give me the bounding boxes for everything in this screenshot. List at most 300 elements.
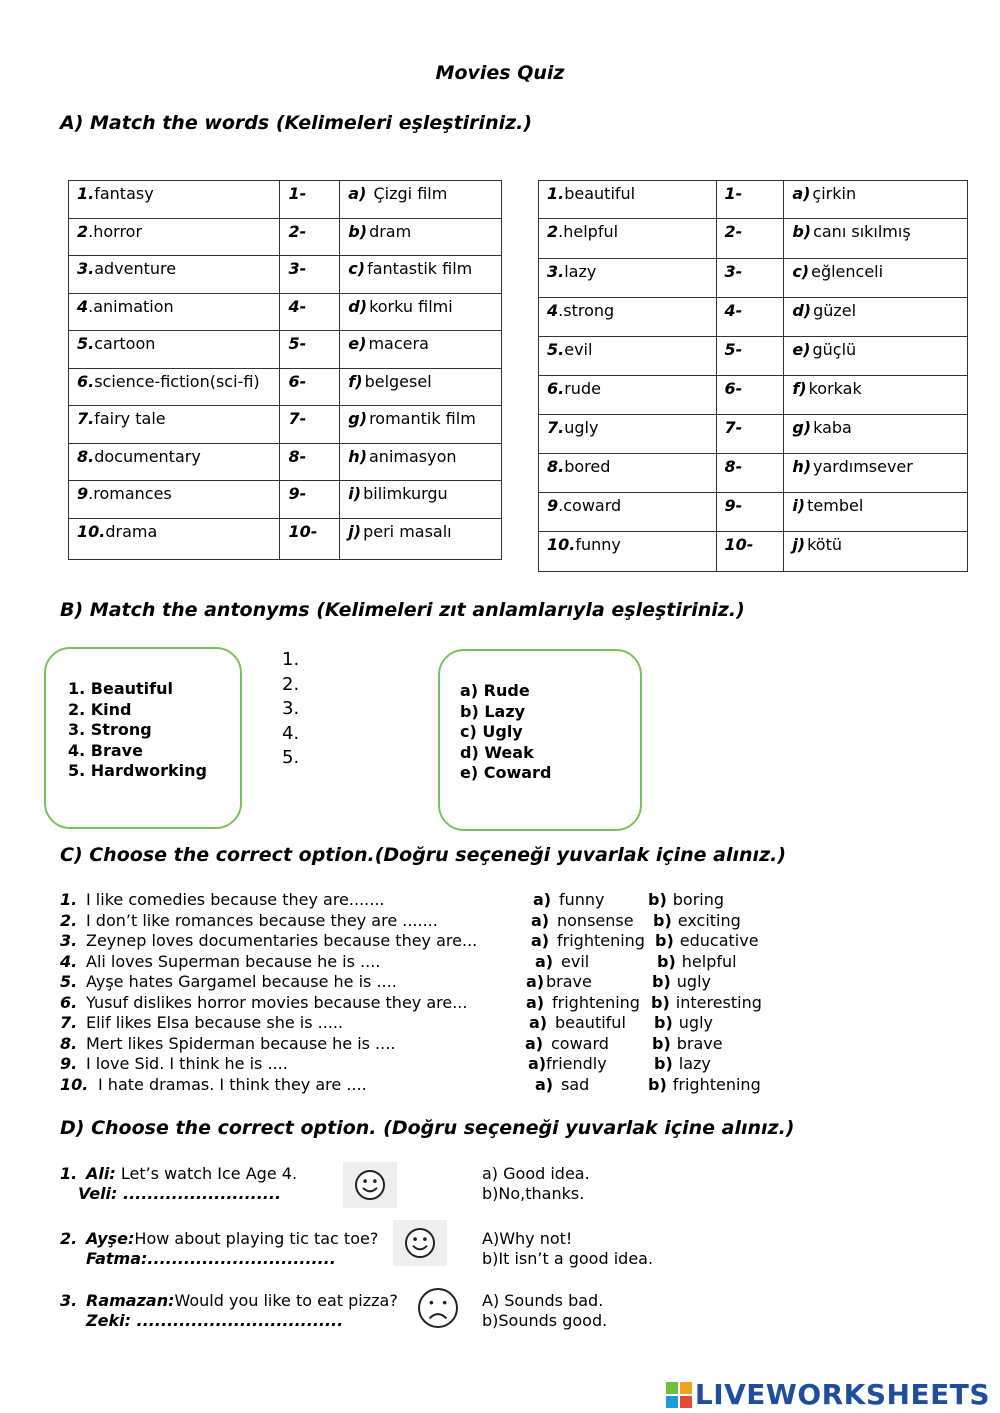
item-number: 2 (77, 222, 89, 241)
question-row (60, 993, 467, 1012)
slot-number: 3- (288, 259, 307, 278)
option-b-text: lazy (678, 1054, 711, 1073)
antonyms-right-list (460, 681, 551, 784)
question-row (60, 1054, 288, 1073)
slot-number: 9- (724, 496, 743, 515)
item-number: 4 (547, 301, 559, 320)
option-b[interactable] (654, 1054, 711, 1073)
option-b-text: helpful (681, 951, 737, 971)
word-cell (69, 331, 280, 369)
answer-slot[interactable] (716, 337, 784, 376)
question-text: Ayşe hates Gargamel because he is .... (86, 972, 397, 991)
option-b-letter: b) (653, 910, 672, 930)
antonyms-right-box (438, 649, 642, 831)
word-text: evil (564, 340, 593, 359)
question-row (60, 1013, 343, 1032)
option-a[interactable] (535, 952, 553, 971)
option-a-letter: a) (529, 1013, 548, 1032)
question-number: 1. (60, 1164, 78, 1183)
question-row (60, 972, 397, 991)
answer-slot[interactable] (716, 259, 784, 298)
option-text: dram (369, 222, 412, 241)
match-table-adjectives (538, 180, 968, 572)
table-row (539, 259, 968, 298)
antonym-right-item: a) Rude (460, 681, 530, 700)
answer-slot[interactable] (280, 519, 340, 560)
option-a-text: funny (559, 890, 605, 909)
option-text: canı sıkılmış (813, 222, 911, 241)
word-text: documentary (94, 447, 201, 466)
word-cell (539, 415, 717, 454)
slot-number: 10- (724, 535, 754, 554)
answer-slot[interactable] (716, 181, 784, 219)
table-row (539, 219, 968, 259)
option-a-text: evil (561, 951, 590, 971)
word-cell (539, 532, 717, 572)
table-row (69, 481, 502, 519)
word-text: cartoon (94, 334, 156, 353)
question-number: 9. (60, 1054, 78, 1073)
antonym-left-item: 4. Brave (68, 740, 143, 760)
response-blank[interactable]: Zeki: .................................. (86, 1311, 344, 1330)
item-number: 2 (547, 222, 559, 241)
answer-slot[interactable] (280, 444, 340, 481)
option-text: güçlü (812, 340, 857, 359)
option-b-letter: b) (655, 931, 674, 950)
option-cell (340, 256, 502, 294)
option-text: peri masalı (363, 522, 452, 541)
table-row (69, 331, 502, 369)
table-row (69, 519, 502, 560)
smiley-face-icon (393, 1220, 447, 1266)
option-letter: d) (792, 301, 812, 320)
section-d-heading: D) Choose the correct option. (Doğru seçeneği yuvarlak içine alınız.) (60, 1117, 795, 1139)
slot-number: 8- (288, 447, 307, 466)
table-row (539, 454, 968, 493)
option-letter: f) (348, 372, 363, 391)
question-text: Mert likes Spiderman because he is .... (86, 1033, 396, 1053)
option-letter: h) (792, 457, 812, 476)
option-letter: a) (348, 184, 367, 203)
answer-blank[interactable]: 4. (282, 722, 300, 744)
word-text: bored (564, 457, 611, 476)
response-option-b[interactable]: b)Sounds good. (482, 1311, 608, 1330)
option-letter: i) (348, 484, 362, 503)
option-cell (784, 415, 968, 454)
option-b[interactable] (648, 890, 724, 909)
option-letter: j) (792, 535, 806, 554)
option-a[interactable] (526, 993, 544, 1012)
word-text: .horror (88, 222, 143, 241)
word-text: funny (575, 535, 621, 554)
table-row (69, 181, 502, 219)
option-a-letter: a) (535, 951, 554, 971)
option-text: bilimkurgu (363, 484, 448, 503)
table-row (539, 181, 968, 219)
option-cell (340, 294, 502, 331)
item-number: 7. (547, 418, 565, 437)
word-text: .helpful (558, 222, 619, 241)
option-a-text: beautiful (555, 1013, 626, 1032)
option-b-letter: b) (648, 1074, 667, 1094)
option-a-letter: a) (528, 1054, 547, 1073)
question-number: 2. (60, 910, 78, 930)
option-a-text: sad (561, 1074, 590, 1094)
table-row (69, 369, 502, 406)
word-cell (69, 481, 280, 519)
question-row (60, 1034, 395, 1053)
table-row (69, 444, 502, 481)
answer-slot[interactable] (280, 481, 340, 519)
question-number: 7. (60, 1013, 78, 1032)
option-a[interactable] (525, 1034, 543, 1053)
table-row (539, 415, 968, 454)
item-number: 6. (547, 379, 565, 398)
question-number: 1. (60, 890, 78, 909)
word-cell (69, 369, 280, 406)
word-text: .coward (558, 496, 622, 515)
option-text: güzel (813, 301, 857, 320)
option-text: eğlenceli (811, 262, 884, 281)
table-row (539, 298, 968, 337)
word-text: ugly (564, 418, 599, 437)
option-b-letter: b) (648, 890, 667, 909)
dialogue-text: Let’s watch Ice Age 4. (115, 1164, 298, 1183)
option-text: kötü (807, 535, 843, 554)
response-blank[interactable]: Veli: .......................... (78, 1184, 282, 1203)
answer-slot[interactable] (716, 532, 784, 572)
response-option-b[interactable]: b)It isn’t a good idea. (482, 1249, 654, 1268)
option-a-letter: a) (531, 910, 550, 930)
answer-slot[interactable] (280, 294, 340, 331)
dialogue-line (60, 1229, 378, 1248)
slot-number: 1- (724, 184, 743, 203)
option-letter: b) (792, 222, 812, 241)
option-b-letter: b) (654, 1054, 673, 1073)
option-letter: a) (792, 184, 811, 203)
option-text: tembel (807, 496, 864, 515)
answer-blank[interactable]: 1. (282, 649, 300, 670)
word-cell (69, 256, 280, 294)
word-cell (539, 454, 717, 493)
option-b-text: frightening (672, 1074, 761, 1094)
option-a-text: brave (546, 972, 592, 991)
answer-slot[interactable] (716, 454, 784, 493)
slot-number: 5- (288, 334, 307, 353)
option-b[interactable] (654, 1013, 713, 1032)
option-text: romantik film (369, 409, 476, 428)
answer-blank[interactable]: 3. (282, 698, 300, 719)
item-number: 10. (77, 522, 106, 541)
word-cell (69, 519, 280, 560)
option-b[interactable] (653, 911, 741, 930)
option-b[interactable] (652, 1034, 723, 1053)
word-cell (539, 493, 717, 532)
option-letter: e) (348, 334, 367, 353)
option-cell (340, 181, 502, 219)
word-cell (69, 406, 280, 444)
option-cell (340, 219, 502, 256)
word-text: .romances (88, 484, 172, 503)
answer-blanks (282, 648, 299, 771)
question-row (60, 952, 380, 971)
word-cell (69, 294, 280, 331)
question-number: 10. (60, 1074, 89, 1094)
item-number: 3. (77, 259, 95, 278)
option-text: yardımsever (813, 457, 913, 476)
option-text: Çizgi film (368, 184, 448, 203)
slot-number: 9- (288, 484, 307, 503)
option-b[interactable] (655, 931, 759, 950)
table-row (539, 337, 968, 376)
antonyms-left-list (68, 679, 207, 782)
antonym-left-item: 3. Strong (68, 720, 152, 739)
question-text: I hate dramas. I think they are .... (98, 1074, 367, 1094)
option-a-letter: a) (535, 1074, 554, 1094)
table-row (539, 493, 968, 532)
answer-blank[interactable]: 5. (282, 747, 300, 768)
option-cell (340, 519, 502, 560)
option-b[interactable] (652, 972, 711, 991)
option-a[interactable] (533, 890, 551, 909)
option-a-letter: a) (531, 931, 550, 950)
option-cell (340, 369, 502, 406)
item-number: 4 (77, 297, 89, 316)
slot-number: 6- (724, 379, 743, 398)
option-a-text: coward (551, 1033, 609, 1053)
slot-number: 7- (724, 418, 743, 437)
answer-slot[interactable] (716, 376, 784, 415)
slot-number: 3- (724, 262, 743, 281)
word-cell (539, 219, 717, 259)
option-text: çirkin (812, 184, 857, 203)
slot-number: 1- (288, 184, 307, 203)
option-b[interactable] (651, 993, 762, 1012)
antonym-left-item: 5. Hardworking (68, 761, 207, 780)
question-number: 3. (60, 931, 78, 950)
option-letter: f) (792, 379, 807, 398)
option-text: animasyon (369, 447, 457, 466)
word-text: science-fiction(sci-fi) (94, 372, 260, 391)
sad-face-icon (415, 1286, 461, 1330)
option-a-letter: a) (533, 890, 552, 909)
antonym-right-item: d) Weak (460, 742, 534, 762)
option-text: fantastik film (367, 259, 473, 278)
option-b-text: brave (676, 1033, 723, 1053)
word-cell (69, 444, 280, 481)
option-a[interactable] (529, 1013, 547, 1032)
word-cell (539, 376, 717, 415)
antonym-left-item: 2. Kind (68, 699, 132, 719)
option-cell (784, 181, 968, 219)
option-b-letter: b) (657, 951, 676, 971)
word-cell (69, 181, 280, 219)
option-text: korku filmi (369, 297, 453, 316)
slot-number: 10- (288, 522, 318, 541)
word-cell (539, 259, 717, 298)
option-a[interactable] (526, 972, 544, 991)
answer-slot[interactable] (716, 415, 784, 454)
option-letter: b) (348, 222, 368, 241)
answer-slot[interactable] (280, 331, 340, 369)
option-cell (784, 298, 968, 337)
option-a-letter: a) (526, 992, 545, 1012)
option-b-text: ugly (678, 1013, 713, 1032)
match-table-genres (68, 180, 502, 560)
option-a[interactable] (531, 911, 549, 930)
option-b-letter: b) (654, 1013, 673, 1032)
option-letter: c) (348, 259, 366, 278)
option-letter: j) (348, 522, 362, 541)
question-row (60, 890, 385, 909)
dialogue-line (60, 1164, 297, 1183)
antonym-left-item: 1. Beautiful (68, 679, 173, 698)
antonym-right-item: e) Coward (460, 763, 552, 782)
question-text: Yusuf dislikes horror movies because they are... (86, 992, 468, 1012)
answer-blank[interactable]: 2. (282, 673, 300, 695)
word-text: beautiful (564, 184, 636, 203)
question-text: Ali loves Superman because he is .... (86, 951, 381, 971)
item-number: 6. (77, 372, 95, 391)
option-a-text: nonsense (557, 910, 634, 930)
item-number: 7. (77, 409, 95, 428)
word-cell (539, 181, 717, 219)
speaker-name: Ramazan: (86, 1291, 175, 1310)
item-number: 8. (547, 457, 565, 476)
word-text: drama (105, 522, 158, 541)
answer-slot[interactable] (280, 181, 340, 219)
option-cell (784, 337, 968, 376)
speaker-name: Ayşe: (86, 1229, 135, 1248)
option-letter: e) (792, 340, 811, 359)
speaker-name: Ali: (86, 1164, 116, 1183)
option-cell (784, 376, 968, 415)
option-b-letter: b) (651, 992, 670, 1012)
option-letter: d) (348, 297, 368, 316)
option-cell (784, 493, 968, 532)
option-b-text: educative (679, 931, 759, 950)
response-blank[interactable]: Fatma:............................... (86, 1249, 336, 1268)
question-row (60, 931, 477, 950)
option-a-letter: a) (526, 972, 545, 991)
option-b-letter: b) (652, 1033, 671, 1053)
option-b-text: ugly (676, 972, 711, 991)
option-a-letter: a) (525, 1033, 544, 1053)
question-text: Elif likes Elsa because she is ..... (86, 1013, 344, 1032)
item-number: 5. (77, 334, 95, 353)
option-letter: i) (792, 496, 806, 515)
word-text: rude (564, 379, 601, 398)
option-cell (784, 259, 968, 298)
option-b-text: interesting (675, 992, 762, 1012)
section-a-heading: A) Match the words (Kelimeleri eşleştiriniz.) (60, 112, 533, 134)
item-number: 10. (547, 535, 576, 554)
option-cell (784, 454, 968, 493)
answer-slot[interactable] (280, 219, 340, 256)
question-number: 5. (60, 972, 78, 991)
page-title: Movies Quiz (435, 62, 565, 84)
response-option-a[interactable]: A) Sounds bad. (482, 1291, 604, 1310)
brand-logo (666, 1378, 990, 1411)
item-number: 9 (77, 484, 89, 503)
section-c-heading: C) Choose the correct option.(Doğru seçeneği yuvarlak içine alınız.) (60, 844, 787, 866)
answer-slot[interactable] (716, 219, 784, 259)
section-b-heading: B) Match the antonyms (Kelimeleri zıt anlamlarıyla eşleştiriniz.) (60, 599, 745, 621)
word-text: fantasy (94, 184, 154, 203)
response-option-a[interactable]: a) Good idea. (482, 1164, 590, 1183)
option-letter: g) (792, 418, 812, 437)
option-text: macera (368, 334, 429, 353)
question-number: 4. (60, 951, 78, 971)
antonym-right-item: c) Ugly (460, 722, 523, 741)
slot-number: 4- (288, 297, 307, 316)
response-option-a[interactable]: A)Why not! (482, 1229, 573, 1248)
option-cell (340, 331, 502, 369)
antonyms-left-box (44, 647, 242, 829)
item-number: 1. (547, 184, 565, 203)
option-a-text: frightening (557, 931, 645, 950)
option-b-text: exciting (677, 910, 741, 930)
word-text: fairy tale (94, 409, 166, 428)
question-row (60, 1075, 367, 1094)
answer-slot[interactable] (716, 493, 784, 532)
slot-number: 4- (724, 301, 743, 320)
item-number: 5. (547, 340, 565, 359)
antonym-right-item: b) Lazy (460, 701, 526, 721)
question-number: 8. (60, 1033, 78, 1053)
option-letter: h) (348, 447, 367, 466)
option-cell (784, 219, 968, 259)
option-a[interactable] (535, 1075, 553, 1094)
option-text: korkak (808, 379, 862, 398)
item-number: 9 (547, 496, 559, 515)
dialogue-text: How about playing tic tac toe? (134, 1229, 379, 1248)
option-b[interactable] (657, 952, 737, 971)
question-text: I don’t like romances because they are ....... (86, 910, 438, 930)
item-number: 1. (77, 184, 95, 203)
slot-number: 7- (288, 409, 307, 428)
slot-number: 6- (288, 372, 307, 391)
dialogue-line (60, 1291, 398, 1310)
smiley-face-icon (343, 1162, 397, 1208)
item-number: 3. (547, 262, 565, 281)
question-text: Zeynep loves documentaries because they are... (86, 931, 478, 950)
table-row (69, 294, 502, 331)
option-letter: c) (792, 262, 810, 281)
word-cell (539, 298, 717, 337)
option-a[interactable] (528, 1054, 546, 1073)
slot-number: 5- (724, 340, 743, 359)
question-number: 2. (60, 1229, 78, 1248)
option-b-text: boring (672, 890, 725, 909)
answer-slot[interactable] (280, 406, 340, 444)
option-b-letter: b) (652, 972, 671, 991)
question-number: 3. (60, 1291, 78, 1310)
question-text: I like comedies because they are....... (86, 890, 385, 909)
answer-slot[interactable] (280, 369, 340, 406)
option-a[interactable] (531, 931, 549, 950)
response-option-b[interactable]: b)No,thanks. (482, 1184, 585, 1203)
answer-slot[interactable] (280, 256, 340, 294)
answer-slot[interactable] (716, 298, 784, 337)
item-number: 8. (77, 447, 95, 466)
option-a-text: frightening (552, 992, 640, 1012)
option-cell (340, 406, 502, 444)
table-row (539, 532, 968, 572)
word-text: lazy (564, 262, 597, 281)
table-row (69, 219, 502, 256)
option-b[interactable] (648, 1075, 761, 1094)
